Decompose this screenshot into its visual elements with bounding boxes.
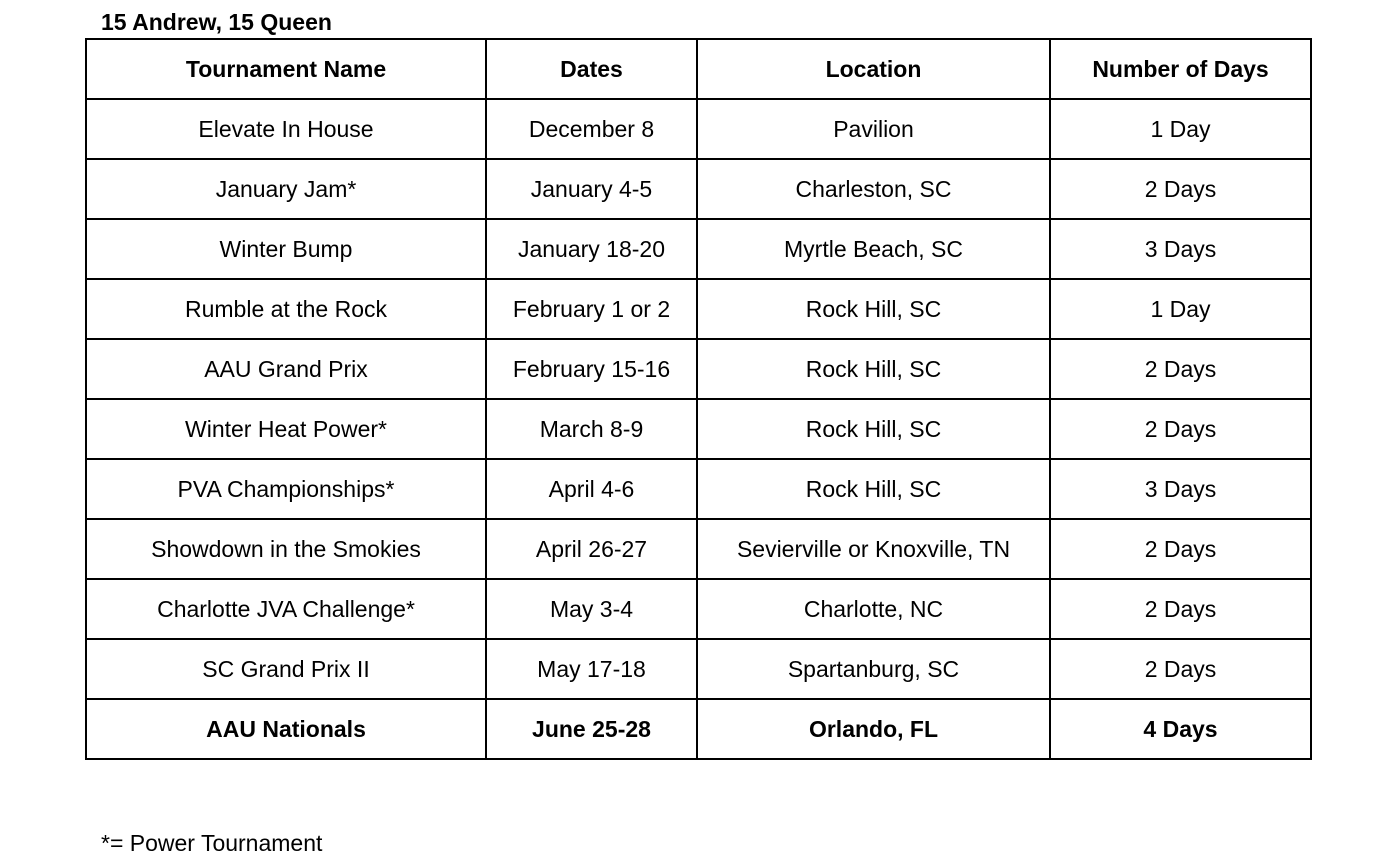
cell-location: Rock Hill, SC: [697, 399, 1050, 459]
header-location: Location: [697, 39, 1050, 99]
table-row: [86, 279, 1311, 339]
cell-dates: December 8: [486, 99, 697, 159]
cell-tournament-name: PVA Championships*: [86, 459, 486, 519]
table-row: [86, 639, 1311, 699]
cell-tournament-name: Winter Bump: [86, 219, 486, 279]
table-header-row: [86, 39, 1311, 99]
cell-tournament-name: Winter Heat Power*: [86, 399, 486, 459]
cell-tournament-name: Charlotte JVA Challenge*: [86, 579, 486, 639]
cell-number-of-days: 3 Days: [1050, 219, 1311, 279]
table-row: [86, 159, 1311, 219]
cell-number-of-days: 2 Days: [1050, 339, 1311, 399]
cell-dates: February 15-16: [486, 339, 697, 399]
table-row-nationals: [86, 699, 1311, 759]
page-heading: 15 Andrew, 15 Queen: [101, 9, 332, 35]
cell-location: Charleston, SC: [697, 159, 1050, 219]
cell-tournament-name: January Jam*: [86, 159, 486, 219]
cell-tournament-name: AAU Nationals: [86, 699, 486, 759]
cell-number-of-days: 3 Days: [1050, 459, 1311, 519]
cell-location: Myrtle Beach, SC: [697, 219, 1050, 279]
cell-dates: March 8-9: [486, 399, 697, 459]
table-row: [86, 519, 1311, 579]
header-number-of-days: Number of Days: [1050, 39, 1311, 99]
cell-number-of-days: 2 Days: [1050, 159, 1311, 219]
table-row: [86, 399, 1311, 459]
cell-dates: January 4-5: [486, 159, 697, 219]
footnote-power-tournament: *= Power Tournament: [101, 830, 323, 856]
cell-number-of-days: 2 Days: [1050, 519, 1311, 579]
table-row: [86, 339, 1311, 399]
cell-location: Sevierville or Knoxville, TN: [697, 519, 1050, 579]
cell-tournament-name: AAU Grand Prix: [86, 339, 486, 399]
cell-dates: February 1 or 2: [486, 279, 697, 339]
cell-number-of-days: 2 Days: [1050, 579, 1311, 639]
cell-location: Rock Hill, SC: [697, 279, 1050, 339]
cell-dates: April 4-6: [486, 459, 697, 519]
cell-dates: April 26-27: [486, 519, 697, 579]
cell-location: Spartanburg, SC: [697, 639, 1050, 699]
cell-tournament-name: Showdown in the Smokies: [86, 519, 486, 579]
cell-number-of-days: 2 Days: [1050, 399, 1311, 459]
table-row: [86, 459, 1311, 519]
cell-number-of-days: 4 Days: [1050, 699, 1311, 759]
cell-tournament-name: Elevate In House: [86, 99, 486, 159]
table-row: [86, 99, 1311, 159]
cell-location: Orlando, FL: [697, 699, 1050, 759]
cell-tournament-name: SC Grand Prix II: [86, 639, 486, 699]
table-row: [86, 219, 1311, 279]
cell-location: Rock Hill, SC: [697, 339, 1050, 399]
table-row: [86, 579, 1311, 639]
cell-number-of-days: 1 Day: [1050, 279, 1311, 339]
cell-tournament-name: Rumble at the Rock: [86, 279, 486, 339]
tournament-schedule-table: [85, 38, 1312, 760]
cell-dates: May 17-18: [486, 639, 697, 699]
cell-location: Charlotte, NC: [697, 579, 1050, 639]
header-dates: Dates: [486, 39, 697, 99]
cell-location: Pavilion: [697, 99, 1050, 159]
cell-dates: May 3-4: [486, 579, 697, 639]
cell-number-of-days: 1 Day: [1050, 99, 1311, 159]
cell-location: Rock Hill, SC: [697, 459, 1050, 519]
cell-dates: January 18-20: [486, 219, 697, 279]
cell-dates: June 25-28: [486, 699, 697, 759]
header-tournament-name: Tournament Name: [86, 39, 486, 99]
cell-number-of-days: 2 Days: [1050, 639, 1311, 699]
